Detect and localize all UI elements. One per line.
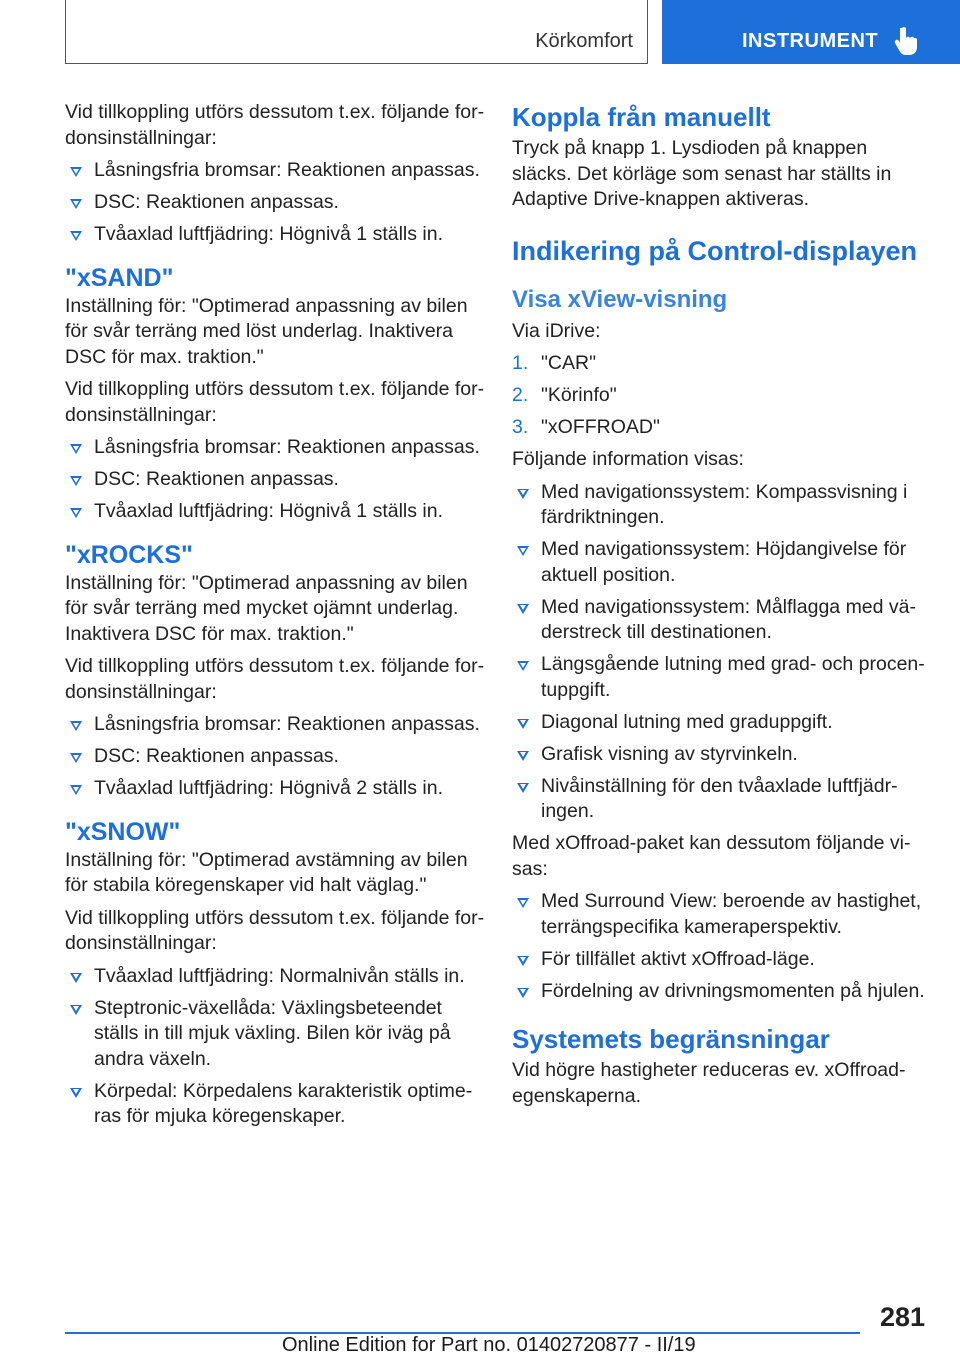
info-bullet-list [512,480,932,825]
manual-off-heading: Koppla från manuellt [512,102,771,132]
xview-via-text: Via iDrive: [512,319,601,342]
list-item: Fördelning av drivningsmomenten på hjulen. [512,979,932,1005]
list-item: 3. "xOFFROAD" [512,416,660,438]
xview-steps-list [512,351,932,441]
header-tab-korkomfort-label: Körkomfort [535,30,633,52]
list-item: Grafisk visning av styrvinkeln. [512,742,932,768]
left-column [65,100,485,1136]
manual-off-text: Tryck på knapp 1. Lysdioden på knappen släcks. Det körläge som senast har ställts in Adaptive Drive-knappen aktiveras. [512,137,892,210]
bullet-triangle-icon [517,719,529,729]
bullet-triangle-icon [517,489,529,499]
list-item: Låsningsfria bromsar: Reaktionen anpassas. [65,158,485,184]
bullet-triangle-icon [70,1088,82,1098]
list-item: Med navigationssystem: Höjdangivelse för aktuell position. [512,537,932,588]
hand-pointer-icon [894,26,920,56]
xrocks-heading: "xROCKS" [65,540,193,569]
list-item: För tillfället aktivt xOffroad-läge. [512,947,932,973]
xsand-bullet-list [65,435,485,525]
right-column [512,100,932,1116]
bullet-triangle-icon [70,231,82,241]
xview-heading: Visa xView-visning [512,285,728,313]
package-bullet-list [512,889,932,1004]
bullet-triangle-icon [70,476,82,486]
bullet-triangle-icon [517,988,529,998]
bullet-triangle-icon [70,785,82,795]
list-item: Tvåaxlad luftfjädring: Högnivå 1 ställs in. [65,499,485,525]
bullet-triangle-icon [70,444,82,454]
xrocks-description: Inställning för: "Optimerad anpassning av bilen för svår terräng med mycket ojämnt underlag. Inaktivera DSC för max. traktion." [65,571,468,645]
list-item: 1. "CAR" [512,352,597,374]
page-number: 281 [879,1302,925,1332]
list-item: DSC: Reaktionen anpassas. [65,190,485,216]
bullet-triangle-icon [517,546,529,556]
list-item: Med Surround View: beroende av hastighet, terrängspecifika kameraperspektiv. [512,889,932,940]
xsnow-intro: Vid tillkoppling utförs dessutom t.ex. följande fordonsinställningar: [65,906,485,954]
list-item: Tvåaxlad luftfjädring: Högnivå 2 ställs in. [65,776,485,802]
intro-text: Vid tillkoppling utförs dessutom t.ex. följande fordonsinställningar: [65,101,485,149]
list-item: Körpedal: Körpedalens karakteristik optimeras för mjuka köregenskaper. [65,1079,485,1130]
bullet-triangle-icon [517,604,529,614]
list-item: Nivåinställning för den tvåaxlade luftfjädringen. [512,774,932,825]
xrocks-intro: Vid tillkoppling utförs dessutom t.ex. följande fordonsinställningar: [65,655,485,703]
xsnow-bullet-list [65,964,485,1130]
list-item: Med navigationssystem: Målflagga med väderstreck till destinationen. [512,595,932,646]
bullet-triangle-icon [70,199,82,209]
list-item: Låsningsfria bromsar: Reaktionen anpassas. [65,435,485,461]
bullet-triangle-icon [517,661,529,671]
bullet-triangle-icon [517,898,529,908]
list-item: Med navigationssystem: Kompassvisning i färdriktningen. [512,480,932,531]
info-intro: Följande information visas: [512,448,744,470]
header-tab-instrument[interactable] [662,0,960,64]
package-intro: Med xOffroad-paket kan dessutom följande visas: [512,832,911,880]
control-display-heading: Indikering på Control-displayen [512,235,918,266]
list-item: Tvåaxlad luftfjädring: Normalnivån ställs in. [65,964,485,990]
bullet-triangle-icon [70,721,82,731]
list-item: DSC: Reaktionen anpassas. [65,467,485,493]
bullet-triangle-icon [70,973,82,983]
system-limits-heading: Systemets begränsningar [512,1024,830,1054]
intro-bullet-list [65,158,485,248]
xsand-intro: Vid tillkoppling utförs dessutom t.ex. följande fordonsinställningar: [65,378,485,426]
list-item: Tvåaxlad luftfjädring: Högnivå 1 ställs in. [65,222,485,248]
bullet-triangle-icon [70,753,82,763]
bullet-triangle-icon [70,508,82,518]
list-item: Steptronic-växellåda: Växlingsbeteendet ställs in till mjuk växling. Bilen kör iväg på andra växeln. [65,996,485,1073]
xrocks-bullet-list [65,712,485,802]
list-item: DSC: Reaktionen anpassas. [65,744,485,770]
xsnow-heading: "xSNOW" [65,817,181,846]
xsand-description: Inställning för: "Optimerad anpassning av bilen för svår terräng med löst underlag. Inaktivera DSC för max. traktion." [65,294,468,368]
xsnow-description: Inställning för: "Optimerad avstämning av bilen för stabila köregenskaper vid halt väglag." [65,848,468,896]
bullet-triangle-icon [517,783,529,793]
bullet-triangle-icon [517,751,529,761]
footer-edition-text: Online Edition for Part no. 01402720877 - II/19 [282,1334,696,1356]
bullet-triangle-icon [517,956,529,966]
list-item: Låsningsfria bromsar: Reaktionen anpassas. [65,712,485,738]
list-item: Diagonal lutning med graduppgift. [512,710,932,736]
bullet-triangle-icon [70,1005,82,1015]
xsand-heading: "xSAND" [65,263,174,292]
list-item: Längsgående lutning med grad- och procentuppgift. [512,652,932,703]
header-tab-korkomfort[interactable] [65,0,648,64]
system-limits-text: Vid högre hastigheter reduceras ev. xOffroad-egenskaperna. [512,1059,906,1107]
list-item: 2. "Körinfo" [512,384,617,406]
header-tab-instrument-label: INSTRUMENT [742,30,879,52]
bullet-triangle-icon [70,167,82,177]
